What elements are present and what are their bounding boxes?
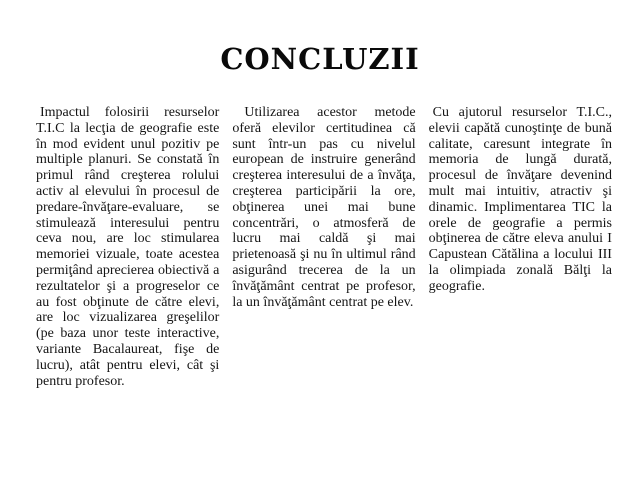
slide-body-columns <box>0 76 640 389</box>
slide-title: CONCLUZII <box>220 42 420 76</box>
text-column-2-paragraph: Utilizarea acestor metode oferă elevilor certitudinea că sunt într-un pas cu nivelul european de instruire generând creşterea interesului de a învăţa, creşterea participării la ore, obţinerea unei mai bune concentrări, o atmosferă de lucru mai caldă şi mai prietenoasă şi nu în ultimul rând asigurând trecerea de la un învăţământ centrat pe profesor, la un învăţământ centrat pe elev. <box>232 105 416 310</box>
text-column-1-paragraph: Impactul folosirii resurselor T.I.C la lecţia de geografie este în mod evident unul pozitiv pe multiple planuri. Se constată în primul rând creşterea rolului activ al elevului în procesul de predare-învăţare-evaluare, se stimulează interesului pentru ceva nou, are loc stimularea memoriei vizuale, toate acestea permiţând aprecierea obiectivă a rezultatelor şi a progreselor ce au fost obţinute de către elevi, are loc vizualizarea greşelilor (pe baza unor teste interactive, variante Bacalaureat, fişe de lucru), atât pentru elevi, cât şi pentru profesor. <box>36 105 220 389</box>
text-column-1 <box>36 105 219 389</box>
text-column-3 <box>429 105 612 389</box>
text-column-3-paragraph: Cu ajutorul resurselor T.I.C., elevii capătă cunoştinţe de bună calitate, caresunt integrate în memoria de lungă durată, procesul de învăţare devenind mult mai intuitiv, atractiv şi dinamic. Implimentarea TIC la orele de geografie a permis obţinerea de către eleva anului I Capustean Cătălina a locului III la olimpiada zonală Bălţi la geografie. <box>428 105 612 294</box>
text-column-2 <box>232 105 415 389</box>
